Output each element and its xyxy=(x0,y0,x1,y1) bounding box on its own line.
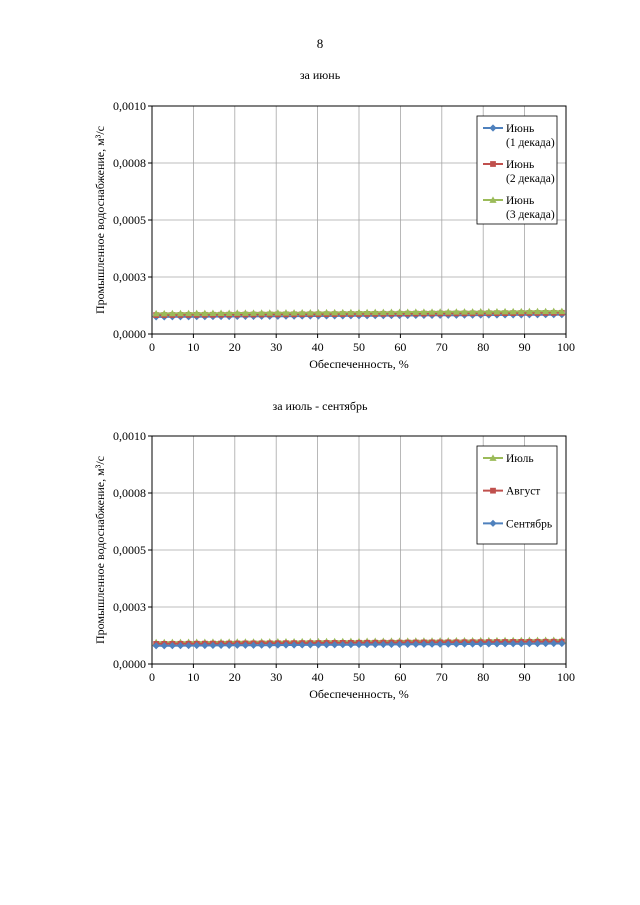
legend-entry: Июнь xyxy=(506,159,535,171)
x-tick-label: 40 xyxy=(311,670,324,684)
x-tick-label: 50 xyxy=(353,670,365,684)
y-tick-label: 0,0010 xyxy=(113,99,146,113)
y-tick-label: 0,0005 xyxy=(113,543,146,557)
legend-entry: Июнь xyxy=(506,195,535,207)
y-tick-label: 0,0003 xyxy=(113,600,146,614)
legend-entry: Сентябрь xyxy=(506,518,553,531)
y-tick-label: 0,0005 xyxy=(113,213,146,227)
legend-entry: Июнь xyxy=(506,123,535,135)
x-tick-label: 100 xyxy=(557,670,575,684)
x-tick-label: 50 xyxy=(353,340,365,354)
x-tick-label: 100 xyxy=(557,340,575,354)
legend-entry: (2 декада) xyxy=(506,173,555,185)
x-tick-label: 60 xyxy=(394,670,407,684)
y-tick-label: 0,0008 xyxy=(113,156,146,170)
x-tick-label: 80 xyxy=(477,340,490,354)
x-tick-label: 70 xyxy=(435,340,448,354)
data-point-square xyxy=(490,488,496,494)
x-tick-label: 90 xyxy=(518,340,531,354)
legend-entry: (3 декада) xyxy=(506,209,555,221)
x-tick-label: 40 xyxy=(311,340,324,354)
x-tick-label: 0 xyxy=(149,340,155,354)
x-tick-label: 70 xyxy=(435,670,448,684)
data-point-square xyxy=(490,161,496,167)
x-tick-label: 0 xyxy=(149,670,155,684)
x-tick-label: 80 xyxy=(477,670,490,684)
legend-entry: Июль xyxy=(506,453,534,465)
x-tick-label: 90 xyxy=(518,670,531,684)
x-tick-label: 10 xyxy=(187,670,200,684)
chart-june xyxy=(0,90,640,380)
x-tick-label: 30 xyxy=(270,340,283,354)
y-tick-label: 0,0000 xyxy=(113,657,146,671)
x-tick-label: 60 xyxy=(394,340,407,354)
x-tick-label: 20 xyxy=(228,670,241,684)
legend-entry: Август xyxy=(506,485,541,498)
x-axis-label: Обеспеченность, % xyxy=(309,357,409,371)
chart-title-july-september: за июль - сентябрь xyxy=(272,399,368,413)
chart-title-june: за июнь xyxy=(299,68,341,82)
x-tick-label: 10 xyxy=(187,340,200,354)
y-axis-label: Промышленное водоснабжение, м³/с xyxy=(93,456,107,644)
chart-july-september xyxy=(0,420,640,710)
page-number: 8 xyxy=(316,36,324,51)
y-tick-label: 0,0003 xyxy=(113,270,146,284)
y-axis-label: Промышленное водоснабжение, м³/с xyxy=(93,126,107,314)
y-tick-label: 0,0008 xyxy=(113,486,146,500)
x-tick-label: 20 xyxy=(228,340,241,354)
y-tick-label: 0,0000 xyxy=(113,327,146,341)
legend-entry: (1 декада) xyxy=(506,137,555,149)
y-tick-label: 0,0010 xyxy=(113,429,146,443)
x-tick-label: 30 xyxy=(270,670,283,684)
x-axis-label: Обеспеченность, % xyxy=(309,687,409,701)
